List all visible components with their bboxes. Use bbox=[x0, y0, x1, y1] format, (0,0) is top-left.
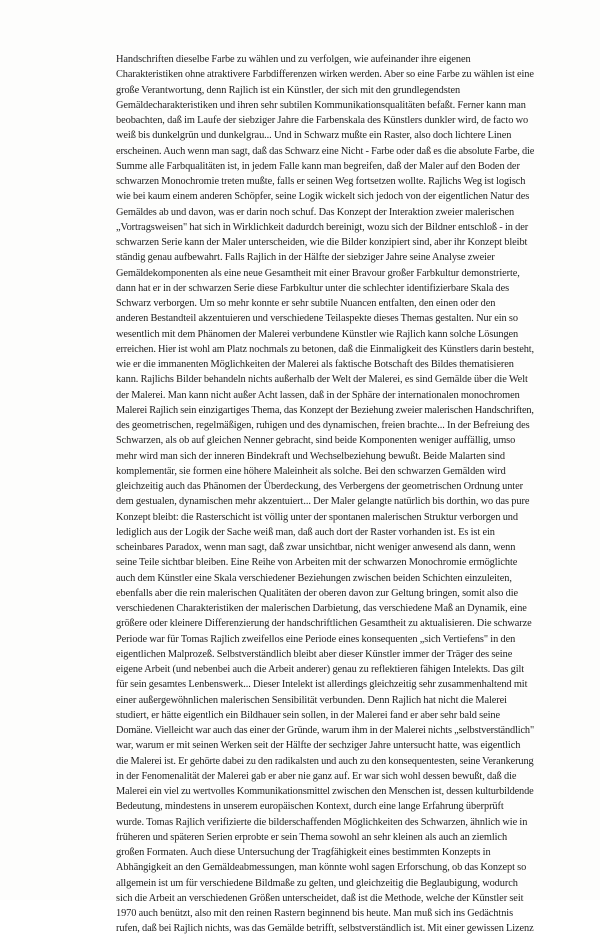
text-line: des geometrischen, regelmäßigen, ruhigen und des dynamischen, freien brachte... In der Befreiung des bbox=[116, 420, 530, 431]
text-line: wie bei kaum einem anderen Schöpfer, seine Logik wickelt sich jedoch von der eigentlichen Natur des bbox=[116, 191, 530, 203]
text-line: seine Teile sichtbar bleiben. Eine Reihe von Arbeiten mit der schwarzen Monochromie ermöglichte bbox=[116, 557, 518, 569]
text-line: Domäne. Vielleicht war auch das einer der Gründe, warum ihm in der Malerei nichts „selbstverständlich" bbox=[116, 725, 535, 736]
text-line: ständig genau aufbewahrt. Falls Rajlich in der Hälfte der siebziger Jahre seine Analyse zweier bbox=[116, 252, 495, 264]
text-line: „Vortragsweisen" hat sich in Wirklichkeit dadurdch bereinigt, wozu sich der Bildner entschloß - in der bbox=[116, 221, 529, 233]
text-line: anderen Bestandteil akzentuieren und verschiedene Teilaspekte dieses Themas gestalten. Nur ein so bbox=[116, 313, 518, 325]
text-line: Gemäldecharakteristiken und ihren sehr subtilen Kommunikationsqualitäten befaßt. Ferner kann man bbox=[116, 99, 526, 111]
text-line: wurde. Tomas Rajlich verifizierte die bilderschaffenden Möglichkeiten des Schwarzen, ähnlich wie in bbox=[116, 816, 528, 828]
text-line: mehr wird man sich der inneren Bindekraft und Wechselbeziehung bewußt. Beide Malarten sind bbox=[116, 450, 505, 462]
text-line: Gemäldekomponenten als eine neue Gesamtheit mit einer Bravour großer Farbkultur demonstrierte, bbox=[116, 267, 520, 279]
text-line: komplementär, sie formen eine höhere Maleinheit als solche. Bei den schwarzen Gemälden wird bbox=[116, 465, 506, 477]
text-line: dann hat er in der schwarzen Serie diese Farbkultur unter die schlechter identifizierbare Skala des bbox=[116, 282, 510, 294]
text-line: wesentlich mit dem Phänomen der Malerei verbundene Künstler wie Rajlich kann solche Lösungen bbox=[116, 328, 519, 340]
text-line: Periode war für Tomas Rajlich zweifellos eine Periode eines konsequenten „sich Vertiefens" in den bbox=[116, 633, 516, 645]
text-line: Malerei Rajlich sein einzigartiges Thema, das Konzept der Beziehung zweier malerischen Handschriften, bbox=[116, 404, 534, 416]
text-line: Gemäldes ab und davon, was er darin noch schuf. Das Konzept der Interaktion zweier malerischen bbox=[116, 206, 515, 218]
text-line: wie er die immanenten Möglichkeiten der Malerei als faktische Botschaft des Bildes thematisieren bbox=[116, 359, 514, 370]
text-line: kann. Rajlichs Bilder behandeln nichts außerhalb der Welt der Malerei, es sind Gemälde über die Welt bbox=[116, 374, 528, 386]
text-line: weiß bis dunkelgrün und dunkelgrau... Und in Schwarz mußte ein Raster, also doch lichtere Linen bbox=[116, 130, 512, 142]
text-line: erscheinen. Auch wenn man sagt, daß das Schwarz eine Nicht - Farbe oder daß es die absolute Farbe, die bbox=[116, 145, 535, 157]
text-line: schwarzen Monochromie treten mußte, falls er seinen Weg fortsetzen wollte. Rajlichs Weg ist logisch bbox=[116, 176, 526, 187]
body-text bbox=[116, 52, 534, 937]
text-line: eigene Arbeit (und nebenbei auch die Arbeit anderer) genau zu reflektieren fähigen Intelekts. Das gilt bbox=[116, 664, 525, 675]
text-line: der Malerei. Man kann nicht außer Acht lassen, daß in der Sphäre der internationalen monochromen bbox=[116, 389, 520, 401]
text-line: war, warum er mit seinen Werken seit der Hälfte der sechziger Jahre untersucht hatte, was eigentlich bbox=[116, 740, 521, 752]
text-line: dem gestualen, dynamischen mehr akzentuiert... Der Maler gelangte natürlich bis dorthin, wo das pure bbox=[116, 496, 530, 508]
text-line: Summe alle Farbqualitäten ist, in jedem Falle kann man begreifen, daß der Maler auf den Boden der bbox=[116, 160, 520, 172]
text-line: die Malerei ist. Er gehörte dabei zu den radikalsten und auch zu den konsequentesten, seine Verankerung bbox=[116, 755, 534, 767]
text-line: Schwarz verborgen. Um so mehr konnte er sehr subtile Nuancen entfalten, den einen oder den bbox=[116, 298, 496, 309]
text-line: gleichzeitig auch das Phänomen der Überdeckung, des Verbergens der geometrischen Ordnung unter bbox=[116, 481, 523, 492]
text-line: schwarzen Serie kann der Maler unterscheiden, wie die Bilder konzipiert sind, aber ihr Konzept bleibt bbox=[116, 237, 528, 248]
text-line: beobachten, daß im Laufe der siebziger Jahre die Farbenskala des Künstlers dunkler wird, de facto wo bbox=[116, 115, 529, 126]
text-line: 1970 auch benützt, also mit den reinen Rastern beginnend bis heute. Man muß sich ins Gedächtnis bbox=[116, 908, 514, 919]
text-line: Malerei ein viel zu wertvolles Kommunikationsmittel zwischen den Menschen ist, dessen kulturbildende bbox=[116, 786, 534, 797]
text-line: Handschriften dieselbe Farbe zu wählen und zu verfolgen, wie aufeinander ihre eigenen bbox=[116, 54, 471, 65]
text-line: Abhängigkeit an den Gemäldeabmessungen, man könnte wohl sagen Erforschung, ob das Konzept so bbox=[116, 862, 527, 874]
text-line: verschiedenen Charakteristiken der malerischen Darbietung, das verschiedene Maß an Dynamik, eine bbox=[116, 603, 527, 614]
text-line: für sein gesamtes Lenbenswerk... Dieser Intelekt ist allerdings gleichzeitig sehr zusammenhaltend mit bbox=[116, 679, 528, 691]
text-line: große Verantwortung, denn Rajlich ist ein Künstler, der sich mit den grundlegendsten bbox=[116, 84, 461, 96]
text-line: früheren und späteren Serien erprobte er sein Thema sowohl an sehr kleinen als auch an ziemlich bbox=[116, 831, 508, 843]
text-line: sich die Arbeit an verschiedenen Größen unterscheidet, daß ist die Methode, welche der Künstler seit bbox=[116, 892, 524, 904]
text-line: Schwarzen, als ob auf gleichen Nenner gebracht, sind beide Komponenten weniger auffällig, umso bbox=[116, 435, 516, 447]
text-line: studiert, er hätte eigentlich ein Bildhauer sein sollen, in der Malerei fand er aber sehr bald seine bbox=[116, 709, 501, 721]
text-line: lediglich aus der Logik der Sache weiß man, daß auch dort der Raster vorhanden ist. Es ist ein bbox=[116, 526, 495, 538]
text-line: allgemein ist um für verschiedene Bildmaße zu gelten, und gleichzeitig die Beglaubigung, wodurch bbox=[116, 877, 518, 889]
text-line: Charakteristiken ohne atraktivere Farbdifferenzen wirken werden. Aber so eine Farbe zu wählen ist eine bbox=[116, 69, 534, 81]
text-line: eigentlichen Malprozeß. Selbstverständlich bleibt aber dieser Künstler immer der Träger des seine bbox=[116, 648, 513, 660]
text-line: größere oder kleinere Differenzierung der handschriftlichen Gesamtheit zu aktualisieren. Die schwarze bbox=[116, 618, 532, 630]
text-line: auch dem Künstler eine Skala verschiedener Beziehungen zwischen beiden Schichten einzuleiten, bbox=[116, 572, 512, 584]
text-line: scheinbares Paradox, wenn man sagt, daß zwar unsichtbar, nicht weniger anwesend als dann, wenn bbox=[116, 542, 516, 553]
text-line: einer außergewöhnlichen malerischen Sensibilität verbunden. Denn Rajlich hat nicht die Malerei bbox=[116, 694, 507, 706]
text-line: in der Fenomenalität der Malerei gab er aber nie ganz auf. Er war sich wohl dessen bewußt, daß die bbox=[116, 770, 517, 782]
text-line: rufen, daß bei Rajlich nichts, was das Gemälde betrifft, selbstverständlich ist. Mit einer gewissen Lizenz bbox=[116, 923, 534, 935]
text-line: erreichen. Hier ist wohl am Platz nochmals zu betonen, daß die Einmaligkeit des Künstlers darin besteht, bbox=[116, 343, 534, 355]
text-line: Konzept bleibt: die Rasterschicht ist völlig unter der spontanen malerischen Struktur verborgen und bbox=[116, 511, 518, 523]
text-line: ebenfalls aber die rein malerischen Qualitäten der oberen davon zur Geltung bringen, somit also die bbox=[116, 587, 519, 599]
text-line: Bedeutung, mindestens in unserem europäischen Kontext, durch eine lange Erfahrung überprüft bbox=[116, 801, 504, 813]
text-line: großen Formaten. Auch diese Untersuchung der Tragfähigkeit eines bestimmten Konzepts in bbox=[116, 847, 491, 858]
